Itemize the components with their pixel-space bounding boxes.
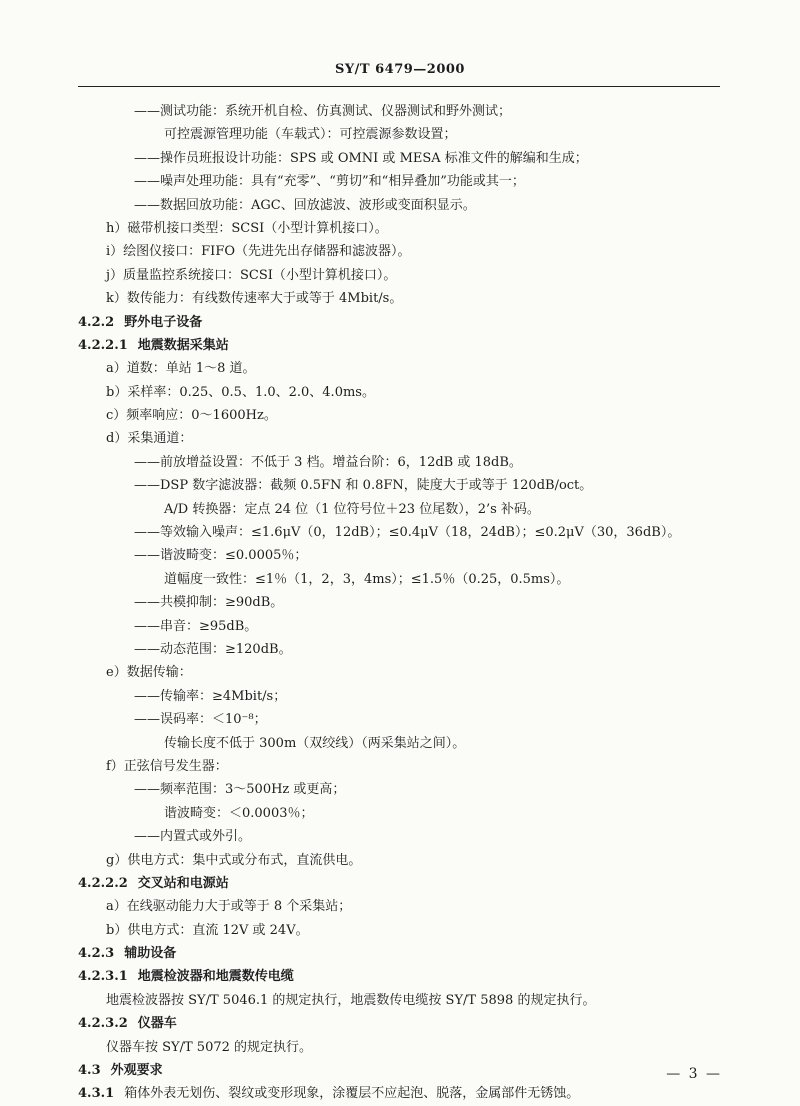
text-line [0, 825, 800, 848]
text-line [0, 357, 800, 380]
section-title: 交叉站和电源站 [137, 875, 229, 891]
line-text: ——噪声处理功能：具有“充零”、“剪切”和“相异叠加”功能或其一； [134, 174, 525, 190]
line-text: ——动态范围：≥120dB。 [134, 641, 292, 657]
text-line [0, 427, 800, 450]
line-text: ——数据回放功能：AGC、回放滤波、波形或变面积显示。 [134, 197, 476, 213]
section-title: 野外电子设备 [124, 314, 203, 330]
text-line [0, 521, 800, 544]
line-text: ——操作员班报设计功能：SPS 或 OMNI 或 MESA 标准文件的解编和生成； [134, 150, 588, 166]
line-text: a）在线驱动能力大于或等于 8 个采集站； [106, 899, 352, 915]
text-line [0, 755, 800, 778]
line-text: 地震检波器按 SY/T 5046.1 的规定执行，地震数传电缆按 SY/T 5898 的规定执行。 [106, 992, 596, 1008]
text-line [0, 100, 800, 123]
line-text: ——测试功能：系统开机自检、仿真测试、仪器测试和野外测试； [134, 104, 512, 119]
text-line [0, 989, 800, 1012]
line-text: ——DSP 数字滤波器：截频 0.5FN 和 0.8FN，陡度大于或等于 120dB/oct。 [134, 478, 593, 494]
text-line [0, 170, 800, 193]
text-line [0, 661, 800, 684]
section-number: 4.2.3.2 [78, 1016, 128, 1032]
line-text: g）供电方式：集中式或分布式，直流供电。 [106, 852, 362, 868]
line-text: 道幅度一致性：≤1％（1，2，3，4ms）；≤1.5％（0.25，0.5ms）。 [164, 571, 570, 587]
text-line [0, 685, 800, 708]
section-number: 4.2.3.1 [78, 969, 128, 985]
section-title: 地震检波器和地震数传电缆 [137, 969, 294, 985]
line-text: ——前放增益设置：不低于 3 档。增益台阶：6，12dB 或 18dB。 [134, 454, 522, 470]
line-text: ——内置式或外引。 [134, 829, 252, 845]
text-line [0, 778, 800, 801]
line-text: ——误码率：＜10⁻⁸； [134, 712, 267, 728]
line-text: ——共模抑制：≥90dB。 [134, 595, 284, 611]
text-line [0, 123, 800, 146]
section-number: 4.2.2.1 [78, 337, 128, 353]
text-line [0, 498, 800, 521]
text-line [0, 638, 800, 661]
section-heading [0, 1082, 800, 1105]
section-title: 外观要求 [110, 1063, 163, 1079]
page-number: — 3 — [666, 1066, 722, 1082]
line-text: ——谐波畸变：≤0.0005％； [134, 548, 308, 564]
text-line [0, 591, 800, 614]
line-text: 可控震源管理功能（车载式）：可控震源参数设置； [164, 127, 457, 143]
text-line [0, 404, 800, 427]
text-line [0, 802, 800, 825]
text-line [0, 1036, 800, 1059]
section-number: 4.2.2.2 [78, 875, 128, 891]
text-line [0, 568, 800, 591]
text-line [0, 544, 800, 567]
line-text: j）质量监控系统接口：SCSI（小型计算机接口）。 [106, 267, 397, 283]
section-heading [0, 334, 800, 357]
section-title: 仪器车 [137, 1016, 177, 1032]
line-text: A/D 转换器：定点 24 位（1 位符号位＋23 位尾数），2’s 补码。 [164, 501, 540, 517]
text-line [0, 287, 800, 310]
section-title: 地震数据采集站 [137, 337, 229, 353]
section-heading [0, 942, 800, 965]
text-line [0, 732, 800, 755]
text-line [0, 895, 800, 918]
page-header-standard-number: SY/T 6479—2000 [335, 62, 465, 77]
line-text: ——传输率：≥4Mbit/s； [134, 688, 287, 704]
line-text: ——频率范围：3～500Hz 或更高； [134, 782, 346, 798]
text-line [0, 147, 800, 170]
section-title: 辅助设备 [124, 946, 177, 962]
text-line [0, 217, 800, 240]
section-number: 4.3.1 [78, 1086, 115, 1102]
line-text: e）数据传输： [106, 665, 192, 681]
section-title: 箱体外表无划伤、裂纹或变形现象，涂覆层不应起泡、脱落，金属部件无锈蚀。 [124, 1086, 580, 1102]
line-text: ——等效输入噪声：≤1.6μV（0，12dB）；≤0.4μV（18，24dB）；≤0.2μV（30，36dB）。 [134, 525, 681, 541]
section-heading [0, 872, 800, 895]
text-line [0, 240, 800, 263]
section-heading [0, 1012, 800, 1035]
text-line [0, 919, 800, 942]
text-line [0, 615, 800, 638]
document-body [0, 100, 800, 1106]
text-line [0, 194, 800, 217]
line-text: 仪器车按 SY/T 5072 的规定执行。 [106, 1039, 313, 1055]
line-text: f）正弦信号发生器： [106, 758, 228, 774]
section-number: 4.3 [78, 1063, 101, 1079]
text-line [0, 451, 800, 474]
text-line [0, 264, 800, 287]
line-text: c）频率响应：0～1600Hz。 [106, 408, 277, 424]
line-text: b）采样率：0.25、0.5、1.0、2.0、4.0ms。 [106, 384, 375, 400]
header-rule [78, 86, 720, 87]
line-text: 传输长度不低于 300m（双绞线）（两采集站之间）。 [164, 735, 466, 751]
line-text: b）供电方式：直流 12V 或 24V。 [106, 922, 309, 938]
line-text: d）采集通道： [106, 431, 193, 447]
line-text: h）磁带机接口类型：SCSI（小型计算机接口）。 [106, 220, 388, 236]
line-text: k）数传能力：有线数传速率大于或等于 4Mbit/s。 [106, 291, 403, 307]
line-text: i）绘图仪接口：FIFO（先进先出存储器和滤波器）。 [106, 244, 411, 260]
line-text: ——串音：≥95dB。 [134, 618, 258, 634]
section-heading [0, 965, 800, 988]
line-text: a）道数：单站 1～8 道。 [106, 361, 256, 377]
text-line [0, 849, 800, 872]
section-number: 4.2.2 [78, 314, 115, 330]
text-line [0, 708, 800, 731]
text-line [0, 474, 800, 497]
line-text: 谐波畸变：＜0.0003％； [164, 805, 314, 821]
section-heading [0, 311, 800, 334]
section-number: 4.2.3 [78, 946, 115, 962]
text-line [0, 381, 800, 404]
